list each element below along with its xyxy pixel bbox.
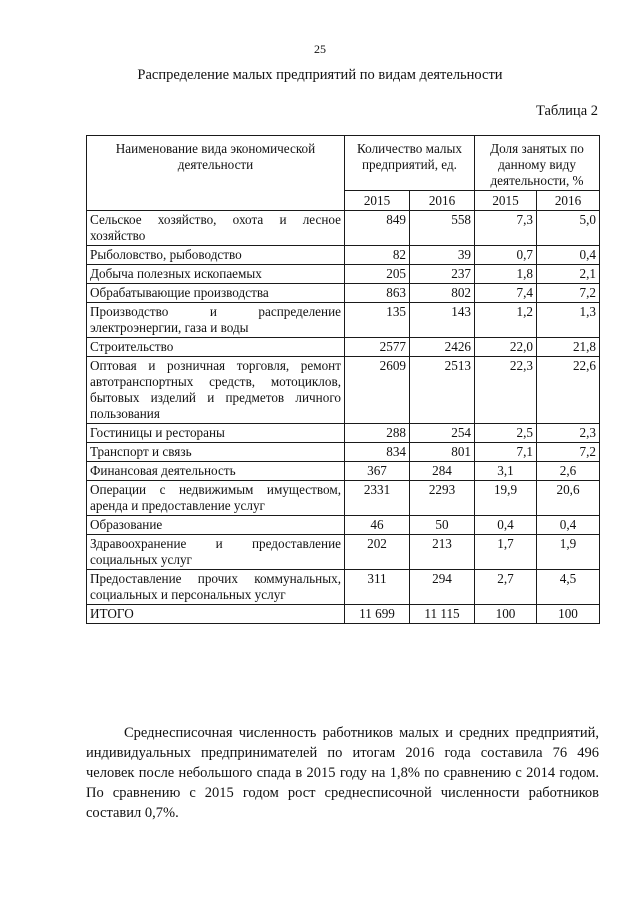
share-2016-cell: 7,2: [537, 284, 600, 303]
header-year: 2015: [345, 191, 410, 211]
share-2015-cell: 1,7: [475, 535, 537, 570]
header-year: 2016: [410, 191, 475, 211]
share-2015-cell: 2,5: [475, 424, 537, 443]
table-row: [87, 443, 600, 462]
share-2016-cell: 22,6: [537, 357, 600, 424]
activity-name-cell: Операции с недвижимым имуществом, аренда и предоставление услуг: [87, 481, 345, 516]
count-2015-cell: 11 699: [345, 605, 410, 624]
table-row: [87, 265, 600, 284]
activity-name-cell: Строительство: [87, 338, 345, 357]
share-2015-cell: 100: [475, 605, 537, 624]
activity-name-cell: Добыча полезных ископаемых: [87, 265, 345, 284]
table-row: [87, 338, 600, 357]
header-activity-name: Наименование вида экономической деятельности: [87, 136, 345, 211]
count-2015-cell: 46: [345, 516, 410, 535]
activity-name-cell: Оптовая и розничная торговля, ремонт автотранспортных средств, мотоциклов, бытовых изделий и предметов личного пользования: [87, 357, 345, 424]
share-2016-cell: 21,8: [537, 338, 600, 357]
table-body: [87, 211, 600, 624]
table-row: [87, 535, 600, 570]
count-2015-cell: 367: [345, 462, 410, 481]
share-2016-cell: 20,6: [537, 481, 600, 516]
header-employment-share: Доля занятых по данному виду деятельности, %: [475, 136, 600, 191]
count-2015-cell: 2609: [345, 357, 410, 424]
table-row: [87, 357, 600, 424]
activity-table: [86, 135, 600, 624]
share-2015-cell: 7,1: [475, 443, 537, 462]
table-row: [87, 303, 600, 338]
share-2016-cell: 1,3: [537, 303, 600, 338]
header-enterprise-count: Количество малых предприятий, ед.: [345, 136, 475, 191]
share-2015-cell: 22,0: [475, 338, 537, 357]
share-2015-cell: 3,1: [475, 462, 537, 481]
table-row: [87, 211, 600, 246]
activity-name-cell: Финансовая деятельность: [87, 462, 345, 481]
table-row: [87, 516, 600, 535]
activity-name-cell: Образование: [87, 516, 345, 535]
count-2016-cell: 558: [410, 211, 475, 246]
header-year: 2016: [537, 191, 600, 211]
table-row: [87, 570, 600, 605]
activity-name-cell: Гостиницы и рестораны: [87, 424, 345, 443]
table-row: [87, 605, 600, 624]
activity-name-cell: Обрабатывающие производства: [87, 284, 345, 303]
count-2015-cell: 2331: [345, 481, 410, 516]
table-header-row: [87, 136, 600, 191]
share-2015-cell: 1,8: [475, 265, 537, 284]
count-2016-cell: 11 115: [410, 605, 475, 624]
count-2015-cell: 135: [345, 303, 410, 338]
table-row: [87, 481, 600, 516]
count-2016-cell: 2513: [410, 357, 475, 424]
activity-name-cell: ИТОГО: [87, 605, 345, 624]
share-2016-cell: 2,3: [537, 424, 600, 443]
share-2016-cell: 1,9: [537, 535, 600, 570]
count-2015-cell: 863: [345, 284, 410, 303]
count-2016-cell: 143: [410, 303, 475, 338]
activity-name-cell: Сельское хозяйство, охота и лесное хозяйство: [87, 211, 345, 246]
table-caption: Таблица 2: [535, 103, 598, 119]
count-2016-cell: 284: [410, 462, 475, 481]
count-2015-cell: 849: [345, 211, 410, 246]
count-2015-cell: 834: [345, 443, 410, 462]
count-2015-cell: 288: [345, 424, 410, 443]
share-2015-cell: 7,4: [475, 284, 537, 303]
count-2015-cell: 311: [345, 570, 410, 605]
count-2016-cell: 802: [410, 284, 475, 303]
share-2016-cell: 5,0: [537, 211, 600, 246]
count-2016-cell: 2293: [410, 481, 475, 516]
share-2016-cell: 100: [537, 605, 600, 624]
table-row: [87, 246, 600, 265]
count-2016-cell: 801: [410, 443, 475, 462]
body-paragraph: [86, 723, 599, 823]
table-row: [87, 284, 600, 303]
activity-name-cell: Предоставление прочих коммунальных, социальных и персональных услуг: [87, 570, 345, 605]
count-2016-cell: 237: [410, 265, 475, 284]
table-row: [87, 424, 600, 443]
share-2015-cell: 0,4: [475, 516, 537, 535]
count-2016-cell: 213: [410, 535, 475, 570]
activity-name-cell: Здравоохранение и предоставление социальных услуг: [87, 535, 345, 570]
paragraph-text: Среднесписочная численность работников малых и средних предприятий, индивидуальных предпринимателей по итогам 2016 года составила 76 496 человек после небольшого спада в 2015 году на 1,8% по сравнению с 2014 годом. По сравнению с 2015 годом рост среднесписочной численности работников составил 0,7%.: [86, 725, 599, 821]
document-title: Распределение малых предприятий по видам деятельности: [137, 67, 503, 83]
activity-name-cell: Производство и распределение электроэнергии, газа и воды: [87, 303, 345, 338]
activity-name-cell: Рыболовство, рыбоводство: [87, 246, 345, 265]
count-2015-cell: 2577: [345, 338, 410, 357]
share-2016-cell: 2,6: [537, 462, 600, 481]
share-2015-cell: 0,7: [475, 246, 537, 265]
count-2015-cell: 82: [345, 246, 410, 265]
count-2016-cell: 50: [410, 516, 475, 535]
count-2015-cell: 205: [345, 265, 410, 284]
table-row: [87, 462, 600, 481]
count-2016-cell: 294: [410, 570, 475, 605]
count-2015-cell: 202: [345, 535, 410, 570]
share-2016-cell: 7,2: [537, 443, 600, 462]
share-2016-cell: 0,4: [537, 246, 600, 265]
header-year: 2015: [475, 191, 537, 211]
share-2016-cell: 2,1: [537, 265, 600, 284]
share-2015-cell: 7,3: [475, 211, 537, 246]
share-2015-cell: 22,3: [475, 357, 537, 424]
activity-name-cell: Транспорт и связь: [87, 443, 345, 462]
share-2015-cell: 1,2: [475, 303, 537, 338]
share-2015-cell: 19,9: [475, 481, 537, 516]
page-number: 25: [314, 42, 326, 56]
share-2015-cell: 2,7: [475, 570, 537, 605]
share-2016-cell: 4,5: [537, 570, 600, 605]
count-2016-cell: 39: [410, 246, 475, 265]
count-2016-cell: 254: [410, 424, 475, 443]
share-2016-cell: 0,4: [537, 516, 600, 535]
count-2016-cell: 2426: [410, 338, 475, 357]
